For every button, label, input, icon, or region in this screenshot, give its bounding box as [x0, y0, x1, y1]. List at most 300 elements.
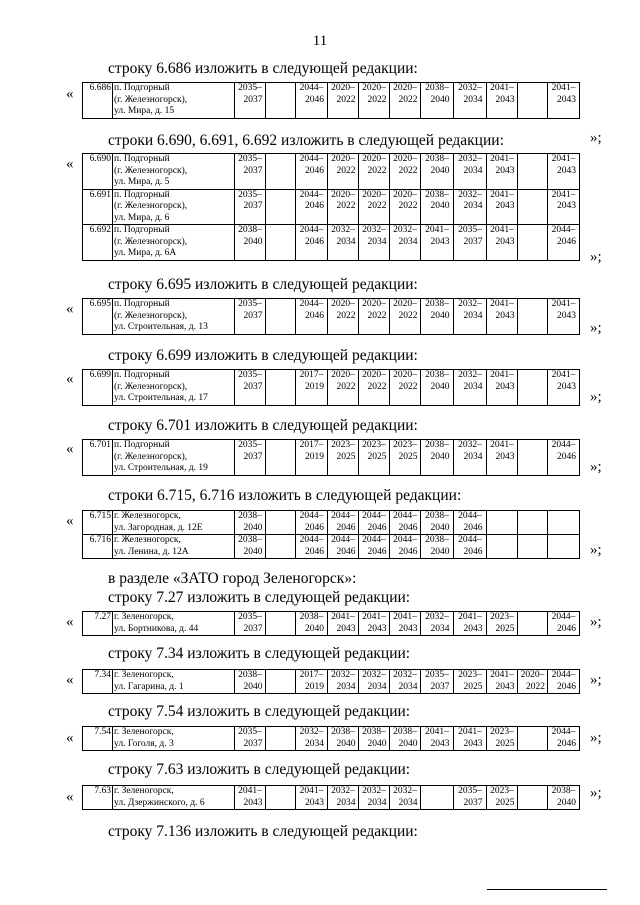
year-value: 2046: [305, 94, 324, 105]
year-value: 2043: [430, 236, 450, 247]
year-value: 2041–: [490, 670, 514, 680]
year-cell: [548, 189, 580, 225]
year-value: 2020–: [520, 670, 545, 680]
year-cell: [518, 670, 548, 694]
year-value: 2022: [398, 94, 418, 105]
year-cell: [296, 612, 328, 636]
address-line: г. Зеленогорск,: [114, 786, 174, 796]
year-cell: [454, 299, 487, 335]
address-line: ул. Ленина, д. 12А: [114, 546, 189, 557]
year-cell: [296, 440, 328, 476]
year-value: 2032–: [393, 670, 417, 680]
year-value: 2020–: [362, 299, 386, 309]
year-cell: [421, 670, 454, 694]
year-value: 2041–: [551, 189, 576, 200]
year-cell: [421, 786, 454, 810]
year-value: 2020–: [362, 154, 386, 164]
address-line: п. Подгорный: [114, 370, 170, 380]
year-value: 2035–: [425, 670, 449, 680]
year-value: 2038–: [425, 83, 449, 93]
year-value: [267, 624, 294, 636]
year-value: 2041–: [490, 370, 514, 380]
year-value: 2046: [305, 165, 324, 176]
year-value: 2019: [305, 451, 324, 462]
address-line: (г. Железногорск),: [114, 201, 188, 211]
year-value: 2043: [557, 381, 576, 392]
data-table: [82, 298, 580, 335]
year-value: 2025: [336, 451, 356, 462]
year-value: 2035–: [238, 727, 262, 737]
year-value: 2040: [430, 94, 450, 105]
year-cell: [390, 612, 421, 636]
year-value: 2020–: [393, 154, 417, 164]
address-line: п. Подгорный: [114, 299, 170, 309]
year-value: 2038–: [425, 370, 449, 380]
row-number: 6.699: [83, 370, 113, 406]
year-value: 2032–: [393, 786, 417, 796]
year-value: [267, 547, 294, 559]
year-value: 2038–: [425, 154, 449, 164]
address-line: ул. Строительная, д. 19: [114, 463, 208, 473]
data-table: [82, 669, 580, 694]
address-line: ул. Дзержинского, д. 6: [114, 797, 205, 808]
address-line: ул. Гагарина, д. 1: [114, 681, 184, 692]
year-value: 2035–: [238, 299, 262, 309]
year-cell: [390, 225, 421, 261]
year-value: 2022: [367, 381, 387, 392]
year-value: 2034: [336, 236, 356, 247]
year-value: [267, 682, 294, 694]
year-value: 2040: [243, 522, 263, 533]
year-value: 2017–: [299, 670, 324, 680]
year-value: 2032–: [458, 370, 482, 380]
year-cell: [328, 225, 359, 261]
year-value: 2034: [367, 797, 387, 808]
year-value: 2038–: [238, 535, 262, 545]
row-number: 6.695: [83, 299, 113, 335]
year-value: 2041–: [458, 612, 482, 622]
section-heading: строку 7.63 изложить в следующей редакции:: [108, 761, 411, 778]
year-cell: [548, 83, 580, 119]
year-value: 2038–: [238, 670, 262, 680]
year-cell: [235, 370, 266, 406]
year-value: 2044–: [551, 225, 576, 235]
year-cell: [421, 299, 454, 335]
year-cell: [235, 225, 266, 261]
year-value: 2046: [305, 310, 324, 321]
year-cell: [487, 370, 518, 406]
year-value: 2032–: [458, 299, 482, 309]
year-value: 2043: [495, 381, 515, 392]
year-value: 2034: [367, 681, 387, 692]
year-value: 2041–: [551, 370, 576, 380]
year-value: 2038–: [331, 727, 355, 737]
year-value: 2022: [336, 310, 356, 321]
section-heading: строку 6.686 изложить в следующей редакции:: [108, 60, 418, 77]
year-cell: [548, 299, 580, 335]
year-cell: [518, 511, 548, 535]
year-value: 2040: [430, 546, 450, 557]
year-value: 2022: [367, 94, 387, 105]
year-value: 2043: [243, 797, 263, 808]
year-value: 2037: [463, 797, 483, 808]
row-number: 6.692: [83, 225, 113, 261]
year-value: [267, 739, 294, 751]
year-value: 2044–: [362, 511, 386, 521]
year-value: 2044–: [393, 511, 417, 521]
quote-open: «: [66, 730, 74, 746]
year-cell: [454, 440, 487, 476]
year-value: 2017–: [299, 370, 324, 380]
year-value: 2046: [336, 546, 356, 557]
year-value: 2035–: [238, 370, 262, 380]
year-cell: [235, 612, 266, 636]
year-value: 2041–: [551, 83, 576, 93]
quote-close: »;: [590, 459, 602, 475]
year-cell: [359, 225, 390, 261]
year-value: 2035–: [458, 786, 482, 796]
footer-line: [487, 889, 607, 890]
year-value: 2040: [243, 546, 263, 557]
year-value: [267, 612, 294, 624]
year-cell: [328, 154, 359, 190]
section-heading: строку 7.34 изложить в следующей редакции:: [108, 645, 411, 662]
year-value: 2038–: [425, 440, 449, 450]
address-line: (г. Железногорск),: [114, 451, 188, 462]
year-value: [267, 311, 294, 323]
year-value: 2032–: [425, 612, 449, 622]
year-value: [519, 382, 546, 394]
year-cell: [266, 225, 296, 261]
year-cell: [421, 225, 454, 261]
year-cell: [454, 225, 487, 261]
year-value: [267, 511, 294, 523]
year-value: 2023–: [458, 670, 482, 680]
year-value: [519, 547, 546, 559]
year-value: 2040: [430, 522, 450, 533]
quote-close: »;: [590, 249, 602, 265]
year-value: 2043: [430, 738, 450, 749]
year-cell: [487, 440, 518, 476]
year-value: 2022: [398, 381, 418, 392]
year-value: 2025: [495, 797, 515, 808]
year-value: 2041–: [393, 612, 417, 622]
address-line: (г. Железногорск),: [114, 165, 188, 176]
year-value: [519, 535, 546, 547]
year-cell: [548, 612, 580, 636]
year-cell: [359, 727, 390, 751]
year-value: 2034: [398, 797, 418, 808]
year-value: 2044–: [551, 727, 576, 737]
year-value: 2043: [336, 623, 356, 634]
year-cell: [518, 612, 548, 636]
year-cell: [421, 83, 454, 119]
quote-open: «: [66, 86, 74, 102]
year-value: 2046: [367, 546, 387, 557]
year-value: 2034: [463, 201, 483, 211]
year-value: 2022: [398, 310, 418, 321]
year-cell: [266, 370, 296, 406]
year-cell: [487, 535, 518, 559]
year-value: 2019: [305, 681, 324, 692]
address-line: г. Зеленогорск,: [114, 612, 174, 622]
year-value: 2034: [367, 236, 387, 247]
year-value: 2046: [557, 623, 576, 634]
year-value: [422, 798, 452, 810]
year-cell: [390, 189, 421, 225]
year-value: 2037: [430, 681, 450, 692]
table-row: [83, 370, 580, 406]
year-value: 2037: [243, 738, 263, 749]
year-value: 2041–: [490, 299, 514, 309]
year-value: 2041–: [362, 612, 386, 622]
year-cell: [421, 727, 454, 751]
quote-close: »;: [590, 730, 602, 746]
year-value: [519, 190, 546, 202]
year-value: 2041–: [425, 225, 449, 235]
year-value: 2040: [430, 381, 450, 392]
year-cell: [328, 299, 359, 335]
table-row: [83, 727, 580, 751]
quote-close: »;: [590, 672, 602, 688]
year-value: 2034: [398, 236, 418, 247]
page-number: 11: [312, 33, 328, 49]
year-cell: [266, 727, 296, 751]
year-value: 2022: [398, 201, 418, 211]
address-cell: [113, 670, 235, 694]
year-value: 2032–: [362, 670, 386, 680]
year-cell: [328, 670, 359, 694]
year-value: 2037: [243, 94, 263, 105]
year-cell: [454, 154, 487, 190]
year-value: 2046: [367, 522, 387, 533]
year-cell: [454, 535, 487, 559]
year-cell: [266, 612, 296, 636]
year-cell: [359, 786, 390, 810]
address-line: (г. Железногорск),: [114, 236, 188, 247]
year-value: [267, 370, 294, 382]
year-cell: [328, 440, 359, 476]
data-table: [82, 611, 580, 636]
data-table: [82, 785, 580, 810]
year-value: 2020–: [393, 299, 417, 309]
year-value: [488, 523, 516, 535]
address-line: п. Подгорный: [114, 83, 170, 93]
year-value: 2040: [243, 681, 263, 692]
year-value: 2034: [430, 623, 450, 634]
year-value: 2043: [557, 310, 576, 321]
year-value: 2041–: [490, 154, 514, 164]
year-value: [267, 440, 294, 452]
year-cell: [548, 370, 580, 406]
year-cell: [296, 189, 328, 225]
year-cell: [487, 225, 518, 261]
year-value: 2040: [557, 797, 576, 808]
year-value: [267, 452, 294, 464]
year-value: 2023–: [490, 727, 514, 737]
year-value: 2044–: [331, 535, 355, 545]
year-value: [267, 201, 294, 213]
year-value: 2020–: [362, 83, 386, 93]
year-cell: [359, 83, 390, 119]
section-heading: строку 7.54 изложить в следующей редакции:: [108, 703, 411, 720]
year-value: 2046: [398, 546, 418, 557]
year-cell: [328, 612, 359, 636]
year-value: 2020–: [362, 370, 386, 380]
year-value: 2043: [495, 236, 515, 247]
year-value: 2020–: [393, 370, 417, 380]
data-table: [82, 439, 580, 476]
year-value: [549, 511, 578, 523]
quote-close: »;: [590, 320, 602, 336]
year-cell: [548, 225, 580, 261]
address-line: г. Железногорск,: [114, 511, 181, 521]
year-value: 2040: [430, 201, 450, 211]
year-value: 2032–: [299, 727, 324, 737]
year-value: [422, 786, 452, 798]
year-value: 2035–: [238, 612, 262, 622]
year-cell: [548, 670, 580, 694]
year-value: 2023–: [490, 786, 514, 796]
year-value: [519, 201, 546, 213]
year-value: 2037: [243, 623, 263, 634]
address-line: ул. Мира, д. 15: [114, 106, 175, 116]
year-cell: [548, 535, 580, 559]
year-cell: [390, 299, 421, 335]
address-cell: [113, 612, 235, 636]
year-value: 2020–: [331, 299, 355, 309]
year-value: 2034: [463, 381, 483, 392]
year-cell: [235, 83, 266, 119]
address-line: г. Зеленогорск,: [114, 670, 174, 680]
row-number: 7.27: [83, 612, 113, 636]
year-value: [267, 523, 294, 535]
address-line: п. Подгорный: [114, 189, 170, 200]
year-cell: [235, 511, 266, 535]
year-value: 2019: [305, 381, 324, 392]
data-table: [82, 726, 580, 751]
address-cell: [113, 535, 235, 559]
year-value: 2025: [463, 681, 483, 692]
year-value: 2023–: [362, 440, 386, 450]
year-cell: [421, 440, 454, 476]
year-cell: [518, 786, 548, 810]
year-cell: [235, 189, 266, 225]
year-value: [519, 786, 546, 798]
year-value: 2046: [463, 546, 483, 557]
address-line: (г. Железногорск),: [114, 94, 188, 105]
quote-open: «: [66, 614, 74, 630]
data-table: [82, 153, 580, 261]
year-value: 2020–: [331, 370, 355, 380]
quote-close: »;: [590, 389, 602, 405]
year-cell: [421, 535, 454, 559]
year-value: 2038–: [393, 727, 417, 737]
year-cell: [296, 727, 328, 751]
year-value: 2020–: [393, 83, 417, 93]
table-row: [83, 154, 580, 190]
year-value: 2043: [495, 451, 515, 462]
year-cell: [454, 189, 487, 225]
quote-close: »;: [590, 785, 602, 801]
year-value: 2041–: [490, 189, 514, 200]
year-value: [267, 83, 294, 95]
year-value: 2044–: [299, 535, 324, 545]
year-value: 2041–: [299, 786, 324, 796]
year-value: [519, 311, 546, 323]
year-cell: [390, 440, 421, 476]
year-cell: [487, 189, 518, 225]
year-cell: [328, 189, 359, 225]
year-cell: [487, 154, 518, 190]
year-cell: [454, 83, 487, 119]
section-heading: строку 7.27 изложить в следующей редакции:: [108, 589, 411, 606]
year-cell: [266, 670, 296, 694]
year-value: 2038–: [425, 511, 449, 521]
year-value: 2034: [305, 738, 324, 749]
year-value: 2040: [243, 236, 263, 247]
data-table: [82, 369, 580, 406]
year-value: [267, 190, 294, 202]
year-value: 2038–: [425, 189, 449, 200]
address-cell: [113, 440, 235, 476]
year-cell: [518, 727, 548, 751]
address-line: г. Зеленогорск,: [114, 727, 174, 737]
year-cell: [266, 299, 296, 335]
year-cell: [359, 370, 390, 406]
address-line: п. Подгорный: [114, 440, 170, 450]
year-value: 2038–: [425, 535, 449, 545]
year-cell: [487, 299, 518, 335]
row-number: 6.715: [83, 511, 113, 535]
year-cell: [518, 370, 548, 406]
year-value: 2046: [463, 522, 483, 533]
year-cell: [359, 154, 390, 190]
year-cell: [296, 370, 328, 406]
year-value: 2040: [398, 738, 418, 749]
data-table: [82, 82, 580, 119]
year-value: 2020–: [393, 189, 417, 200]
year-value: 2032–: [458, 189, 482, 200]
table-row: [83, 535, 580, 559]
year-cell: [235, 440, 266, 476]
year-value: [267, 237, 294, 249]
year-value: 2040: [367, 738, 387, 749]
year-value: [519, 299, 546, 311]
year-value: 2041–: [551, 154, 576, 164]
section-heading: в разделе «ЗАТО город Зеленогорск»:: [108, 570, 357, 587]
address-cell: [113, 786, 235, 810]
year-value: 2043: [557, 165, 576, 176]
year-cell: [390, 727, 421, 751]
quote-open: «: [66, 513, 74, 529]
year-value: 2043: [557, 94, 576, 105]
year-value: 2043: [398, 623, 418, 634]
year-cell: [518, 299, 548, 335]
year-cell: [487, 786, 518, 810]
year-value: 2041–: [490, 225, 514, 235]
year-value: 2025: [495, 623, 515, 634]
year-value: 2032–: [458, 154, 482, 164]
year-cell: [296, 511, 328, 535]
year-value: 2041–: [551, 299, 576, 309]
year-value: 2034: [463, 310, 483, 321]
year-value: [519, 225, 546, 237]
quote-open: «: [66, 672, 74, 688]
table-row: [83, 612, 580, 636]
year-cell: [359, 612, 390, 636]
year-cell: [390, 535, 421, 559]
